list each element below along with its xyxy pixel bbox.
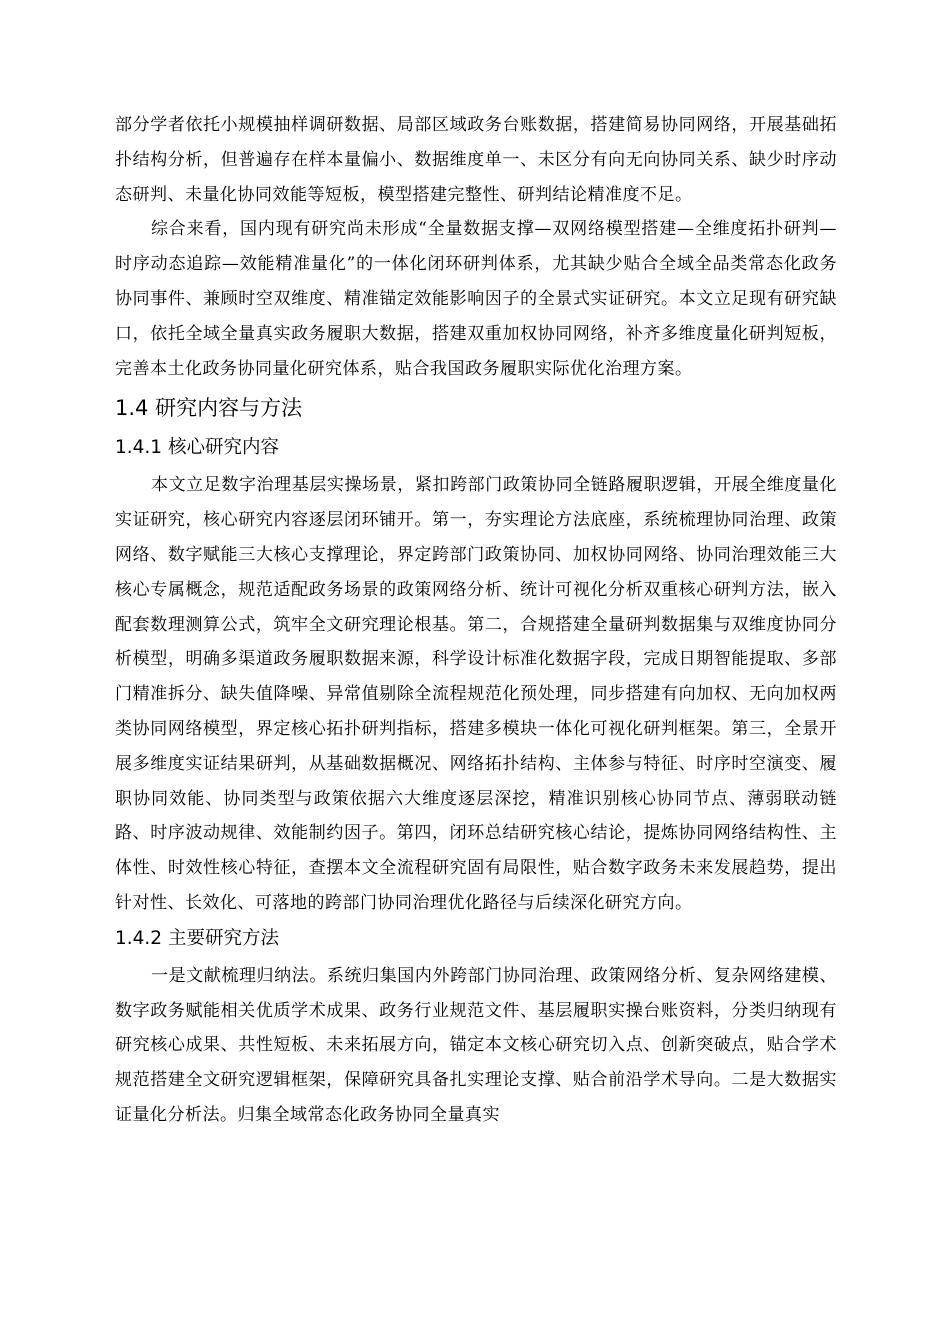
section-heading: 1.4 研究内容与方法 xyxy=(115,396,303,421)
body-paragraph: 综合来看，国内现有研究尚未形成“全量数据支撑—双网络模型搭建—全维度拓扑研判—时序动态追踪—效能精准量化”的一体化闭环研判体系，尤其缺少贴合全域全品类常态化政务协同事件、兼顾时空双维度、精准锚定效能影响因子的全景式实证研究。本文立足现有研究缺口，依托全域全量真实政务履职大数据，搭建双重加权协同网络，补齐多维度量化研判短板，完善本土化政务协同量化研究体系，贴合我国政务履职实际优化治理方案。 xyxy=(115,219,837,379)
document-page xyxy=(115,108,837,1133)
body-paragraph: 一是文献梳理归纳法。系统归集国内外跨部门协同治理、政策网络分析、复杂网络建模、数字政务赋能相关优质学术成果、政务行业规范文件、基层履职实操台账资料，分类归纳现有研究核心成果、共性短板、未来拓展方向，锚定本文核心研究切入点、创新突破点，贴合学术规范搭建全文研究逻辑框架，保障研究具备扎实理论支撑、贴合前沿学术导向。二是大数据实证量化分析法。归集全域常态化政务协同全量真实 xyxy=(115,965,837,1125)
body-paragraph: 部分学者依托小规模抽样调研数据、局部区域政务台账数据，搭建简易协同网络，开展基础拓扑结构分析，但普遍存在样本量偏小、数据维度单一、未区分有向无向协同关系、缺少时序动态研判、未量化协同效能等短板，模型搭建完整性、研判结论精准度不足。 xyxy=(115,115,837,205)
body-paragraph: 本文立足数字治理基层实操场景，紧扣跨部门政策协同全链路履职逻辑，开展全维度量化实证研究，核心研究内容逐层闭环铺开。第一，夯实理论方法底座，系统梳理协同治理、政策网络、数字赋能三大核心支撑理论，界定跨部门政策协同、加权协同网络、协同治理效能三大核心专属概念，规范适配政务场景的政策网络分析、统计可视化分析双重核心研判方法，嵌入配套数理测算公式，筑牢全文研究理论根基。第二，合规搭建全量研判数据集与双维度协同分析模型，明确多渠道政务履职数据来源，科学设计标准化数据字段，完成日期智能提取、多部门精准拆分、缺失值降噪、异常值剔除全流程规范化预处理，同步搭建有向加权、无向加权两类协同网络模型，界定核心拓扑研判指标，搭建多模块一体化可视化研判框架。第三，全景开展多维度实证结果研判，从基础数据概况、网络拓扑结构、主体参与特征、时序时空演变、履职协同效能、协同类型与政策依据六大维度逐层深挖，精准识别核心协同节点、薄弱联动链路、时序波动规律、效能制约因子。第四，闭环总结研究核心结论，提炼协同网络结构性、主体性、时效性核心特征，查摆本文全流程研究固有局限性，贴合数字政务未来发展趋势，提出针对性、长效化、可落地的跨部门协同治理优化路径与后续深化研究方向。 xyxy=(115,475,837,913)
subsection-heading: 1.4.2 主要研究方法 xyxy=(115,927,279,949)
subsection-heading: 1.4.1 核心研究内容 xyxy=(115,437,279,459)
